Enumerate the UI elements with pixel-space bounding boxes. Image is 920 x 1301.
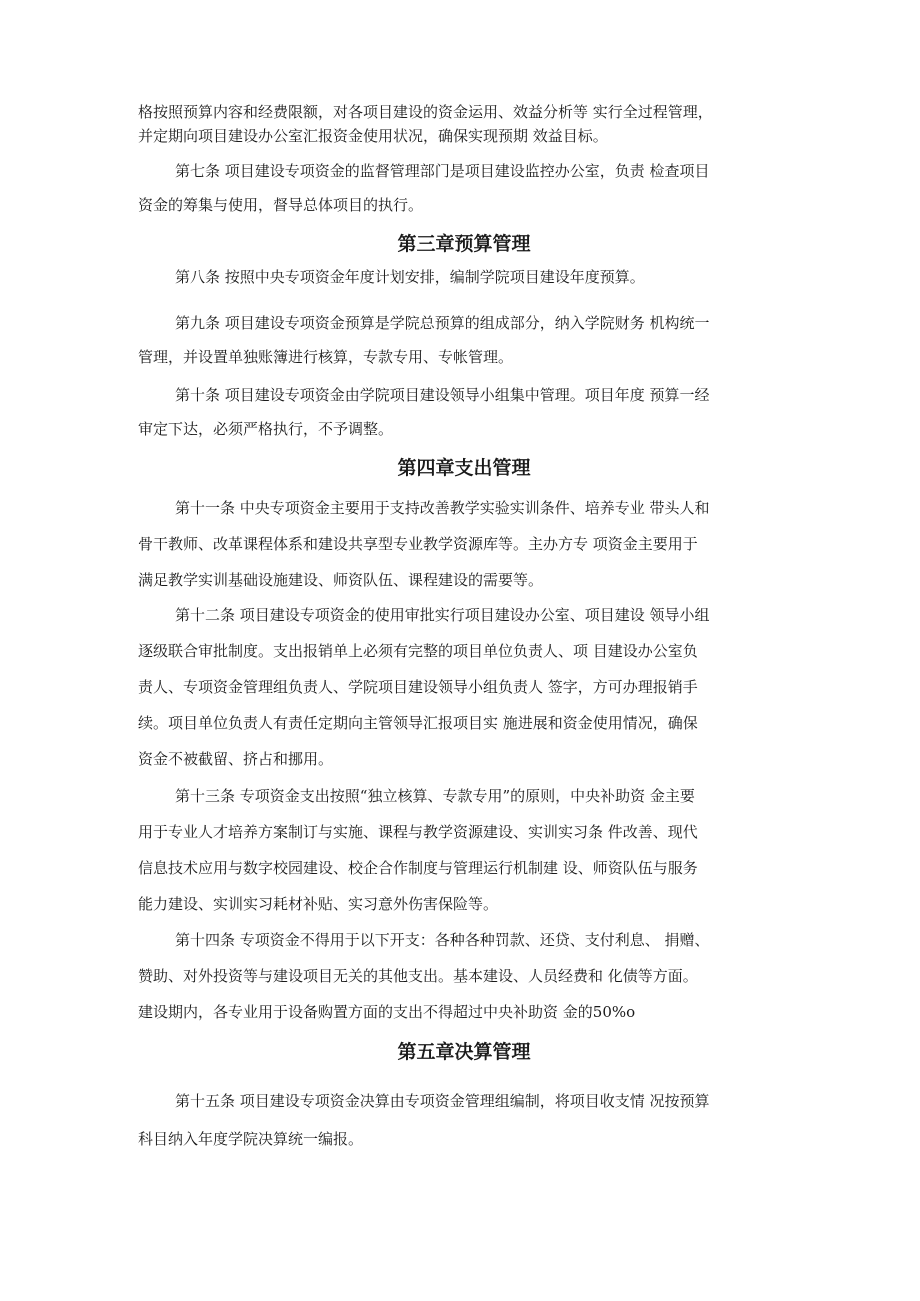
text-line: 第八条 按照中央专项资金年度计划安排，编制学院项目建设年度预算。 bbox=[175, 268, 645, 286]
text-line: 第七条 项目建设专项资金的监督管理部门是项目建设监控办公室，负责 检查项目 bbox=[175, 162, 710, 180]
text-line: 能力建设、实训实习耗材补贴、实习意外伤害保险等。 bbox=[138, 895, 499, 913]
text-line: 资金不被截留、挤占和挪用。 bbox=[138, 750, 334, 768]
text-line: 第十三条 专项资金支出按照“独立核算、专款专用”的原则，中央补助资 金主要 bbox=[175, 787, 695, 805]
text-line: 资金的筹集与使用，督导总体项目的执行。 bbox=[138, 196, 424, 214]
text-line: 建设期内，各专业用于设备购置方面的支出不得超过中央补助资 金的50%o bbox=[138, 1003, 636, 1021]
text-line: 信息技术应用与数字校园建设、校企合作制度与管理运行机制建 设、师资队伍与服务 bbox=[138, 859, 698, 877]
chapter-3-heading: 第三章预算管理 bbox=[397, 233, 531, 255]
article-11 bbox=[138, 490, 790, 598]
article-9 bbox=[138, 306, 790, 374]
text-line: 第十一条 中央专项资金主要用于支持改善教学实验实训条件、培养专业 带头人和 bbox=[175, 499, 710, 517]
text-line: 第十五条 项目建设专项资金决算由专项资金管理组编制，将项目收支情 况按预算 bbox=[175, 1092, 710, 1110]
paragraph-continuation bbox=[138, 100, 790, 148]
chapter-5-heading: 第五章决算管理 bbox=[397, 1041, 531, 1063]
text-line: 第九条 项目建设专项资金预算是学院总预算的组成部分，纳入学院财务 机构统一 bbox=[175, 314, 710, 332]
article-8 bbox=[138, 266, 790, 288]
text-line: 逐级联合审批制度。支出报销单上必须有完整的项目单位负责人、项 目建设办公室负 bbox=[138, 642, 698, 660]
text-line: 赞助、对外投资等与建设项目无关的其他支出。基本建设、人员经费和 化债等方面。 bbox=[138, 967, 698, 985]
text-line: 第十四条 专项资金不得用于以下开支：各种各种罚款、还贷、支付利息、 捐赠、 bbox=[175, 931, 710, 949]
text-line: 审定下达，必须严格执行，不予调整。 bbox=[138, 420, 394, 438]
chapter-4-heading: 第四章支出管理 bbox=[397, 457, 531, 479]
article-10 bbox=[138, 378, 790, 446]
text-line: 用于专业人才培养方案制订与实施、课程与教学资源建设、实训实习条 件改善、现代 bbox=[138, 823, 698, 841]
article-15 bbox=[138, 1082, 790, 1158]
text-line: 第十条 项目建设专项资金由学院项目建设领导小组集中管理。项目年度 预算一经 bbox=[175, 386, 710, 404]
article-7 bbox=[138, 154, 790, 222]
article-12 bbox=[138, 597, 790, 777]
text-line: 满足教学实训基础设施建设、师资队伍、课程建设的需要等。 bbox=[138, 571, 544, 589]
text-line: 科目纳入年度学院决算统一编报。 bbox=[138, 1130, 364, 1148]
text-line: 并定期向项目建设办公室汇报资金使用状况，确保实现预期 效益目标。 bbox=[138, 127, 608, 145]
text-line: 格按照预算内容和经费限额，对各项目建设的资金运用、效益分析等 实行全过程管理， bbox=[138, 103, 713, 121]
text-line: 骨干教师、改革课程体系和建设共享型专业教学资源库等。主办方专 项资金主要用于 bbox=[138, 535, 698, 553]
article-13 bbox=[138, 778, 790, 922]
text-line: 第十二条 项目建设专项资金的使用审批实行项目建设办公室、项目建设 领导小组 bbox=[175, 606, 710, 624]
text-line: 责人、专项资金管理组负责人、学院项目建设领导小组负责人 签字，方可办理报销手 bbox=[138, 678, 698, 696]
text-line: 管理，并设置单独账簿进行核算，专款专用、专帐管理。 bbox=[138, 348, 514, 366]
text-line: 续。项目单位负责人有责任定期向主管领导汇报项目实 施进展和资金使用情况，确保 bbox=[138, 714, 698, 732]
article-14 bbox=[138, 922, 790, 1030]
